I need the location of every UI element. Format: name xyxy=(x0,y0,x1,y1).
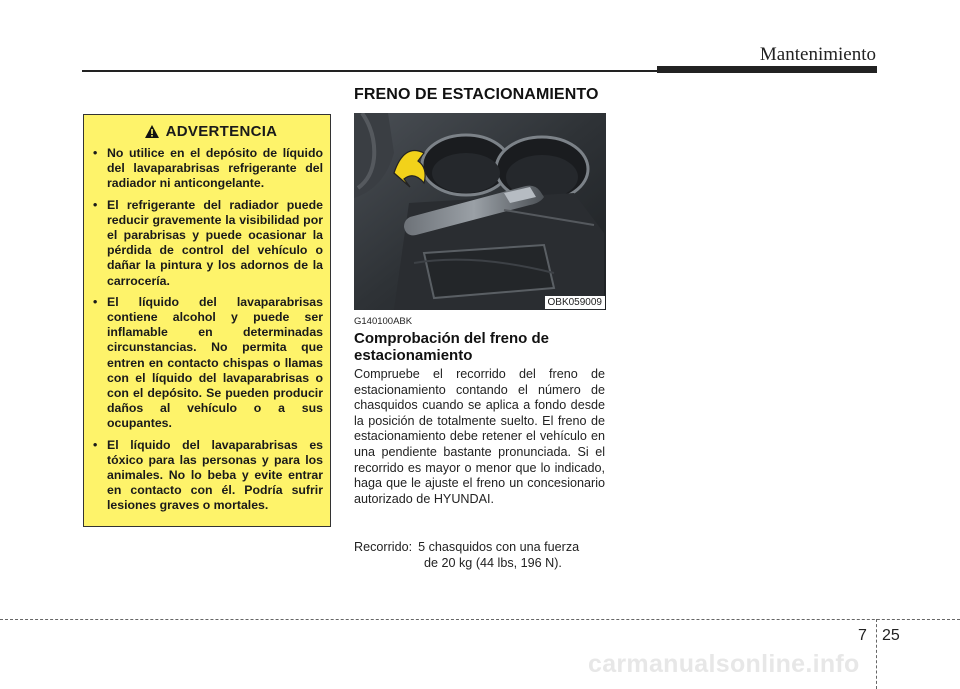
warning-box xyxy=(83,114,331,527)
warning-header xyxy=(98,123,323,140)
warning-list xyxy=(92,146,323,514)
body-paragraph: Compruebe el recorrido del freno de estacionamiento contando el número de chasquidos cuando se aplica a fondo desde la posición de totalmente suelto. El freno de estacionamiento debe retener el vehículo en una pendiente bastante pronunciada. Si el recorrido es mayor o menor que lo indicado, haga que le ajuste el freno un concesionario autorizado de HYUNDAI. xyxy=(354,367,605,506)
figure-code: OBK059009 xyxy=(545,296,606,309)
chapter-number: 7 xyxy=(858,627,867,644)
spec-value-continued: de 20 kg (44 lbs, 196 N). xyxy=(424,555,562,570)
warning-item: • El refrigerante del radiador puede reducir gravemente la visibilidad por el parabrisas y puede ocasionar la pérdida de control del vehículo o dañar la pintura y los adornos de la carrocería. xyxy=(92,198,323,289)
header-rule-thick xyxy=(657,66,877,73)
spec-block xyxy=(354,540,606,571)
header-rule xyxy=(82,70,657,72)
spec-value: 5 chasquidos con una fuerza xyxy=(418,540,580,554)
warning-item: • El líquido del lavaparabrisas contiene alcohol y puede ser inflamable en determinadas circunstancias. No permita que entren en contacto chispas o llamas con el líquido del lavaparabrisas o con el depósito. Se pueden producir daños al vehículo o a sus ocupantes. xyxy=(92,295,323,432)
warning-title: ADVERTENCIA xyxy=(165,123,278,140)
warning-item: • No utilice en el depósito de líquido del lavaparabrisas refrigerante del radiador ni anticongelante. xyxy=(92,146,323,192)
section-title: FRENO DE ESTACIONAMIENTO xyxy=(354,86,599,103)
watermark: carmanualsonline.info xyxy=(588,650,860,678)
parking-brake-illustration xyxy=(354,113,606,310)
page-number: 25 xyxy=(882,627,900,644)
spec-row xyxy=(354,540,606,556)
reference-code: G140100ABK xyxy=(354,316,413,327)
page-divider xyxy=(876,619,877,689)
parking-brake-photo xyxy=(354,113,606,310)
sub-heading: Comprobación del freno de estacionamiento xyxy=(354,330,550,364)
footer-rule xyxy=(0,619,960,620)
spec-label: Recorrido: xyxy=(354,540,413,554)
header-title: Mantenimiento xyxy=(759,44,876,65)
warning-triangle-icon xyxy=(144,124,160,139)
warning-item: • El líquido del lavaparabrisas es tóxico para las personas y para los animales. No lo beba y evite entrar en contacto con él. Podría sufrir lesiones graves o mortales. xyxy=(92,438,323,514)
